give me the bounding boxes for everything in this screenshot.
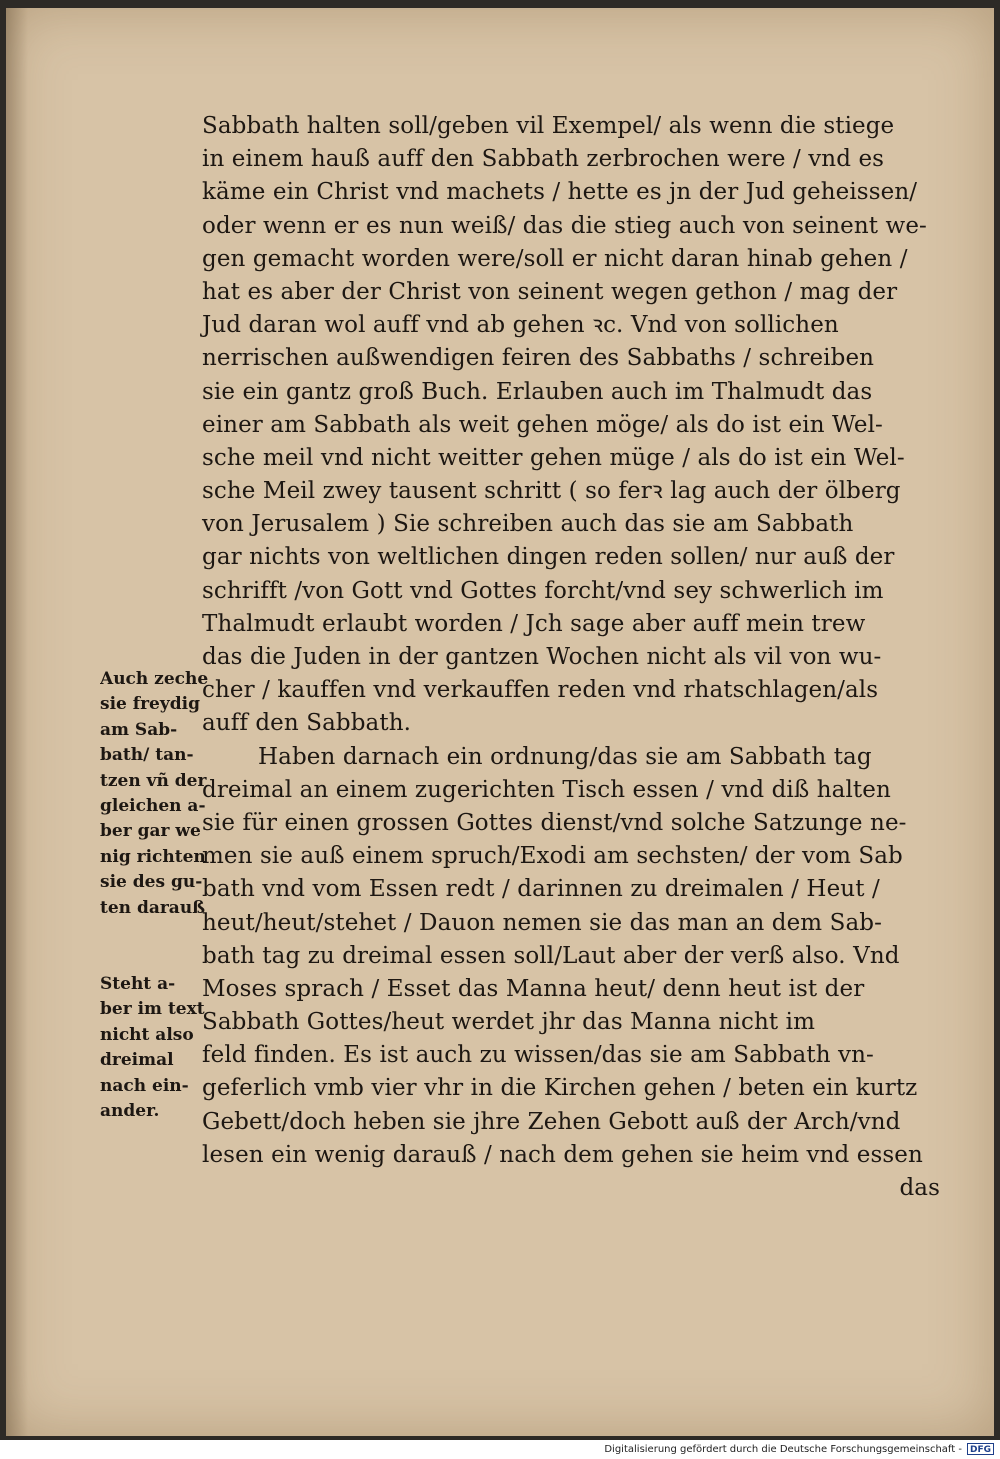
text-line: von Jerusalem ) Sie schreiben auch das sie am Sabbath [202,511,854,538]
text-line: sie für einen grossen Gottes dienst/vnd solche Satzunge ne- [202,809,907,836]
text-line: Jud daran wol auff vnd ab gehen ꝛc. Vnd von sollichen [202,312,839,339]
margin-note-line: ten darauß [100,897,206,918]
main-text-column [200,110,940,1205]
text-line: bath tag zu dreimal essen soll/Laut aber der verß also. Vnd [202,942,900,969]
text-line: schrifft /von Gott vnd Gottes forcht/vnd sey schwerlich im [202,577,884,604]
text-line: gar nichts von weltlichen dingen reden sollen/ nur auß der [202,544,895,571]
text-line: hat es aber der Christ von seinent wegen gethon / mag der [202,278,898,305]
text-line: heut/heut/stehet / Dauon nemen sie das man an dem Sab- [202,909,882,936]
margin-note-line: ander. [100,1100,160,1121]
margin-note-line: Auch zeche [100,669,209,689]
text-line: käme ein Christ vnd machets / hette es jn der Jud geheissen/ [202,179,918,206]
margin-note-line: dreimal [100,1050,174,1071]
text-line: men sie auß einem spruch/Exodi am sechsten/ der vom Sab [202,843,903,870]
text-line: nerrischen außwendigen feiren des Sabbaths / schreiben [202,345,875,372]
text-line: dreimal an einem zugerichten Tisch essen / vnd diß halten [202,776,891,803]
text-line: feld finden. Es ist auch zu wissen/das sie am Sabbath vn- [202,1042,874,1069]
margin-note-line: ber gar we [100,821,201,842]
margin-note-line: sie freydig [100,694,200,715]
margin-note-line: nach ein- [100,1075,189,1096]
margin-note-1 [100,667,220,921]
margin-note-2 [100,972,220,1124]
margin-note-line: sie des gu- [100,872,203,893]
text-line: sie ein gantz groß Buch. Erlauben auch im Thalmudt das [202,378,873,405]
margin-note-line: gleichen a- [100,795,206,816]
text-line: Gebett/doch heben sie jhre Zehen Gebott auß der Arch/vnd [202,1108,901,1135]
text-line: Haben darnach ein ordnung/das sie am Sabbath tag [258,743,872,770]
text-line: einer am Sabbath als weit gehen möge/ als do ist ein Wel- [202,411,883,438]
text-line: Thalmudt erlaubt worden / Jch sage aber auff mein trew [202,610,866,637]
text-line: gen gemacht worden were/soll er nicht daran hinab gehen / [202,245,908,272]
text-line: Sabbath halten soll/geben vil Exempel/ als wenn die stiege [202,113,895,139]
text-line: cher / kauffen vnd verkauffen reden vnd rhatschlagen/als [202,677,879,704]
margin-note-line: nicht also [100,1024,194,1045]
catchword: das [899,1175,940,1201]
text-line: das die Juden in der gantzen Wochen nicht als vil von wu- [202,644,882,670]
dfg-logo: DFG [967,1443,994,1455]
text-line: oder wenn er es nun weiß/ das die stieg auch von seinent we- [202,212,927,239]
text-line: Sabbath Gottes/heut werdet jhr das Manna nicht im [202,1009,816,1036]
margin-note-line: nig richten [100,846,206,867]
text-line: bath vnd vom Essen redt / darinnen zu dreimalen / Heut / [202,876,880,903]
text-line: sche meil vnd nicht weitter gehen müge / als do ist ein Wel- [202,444,905,471]
margin-note-line: am Sab- [100,719,178,740]
text-line: geferlich vmb vier vhr in die Kirchen gehen / beten ein kurtz [202,1075,918,1102]
margin-note-line: bath/ tan- [100,745,194,766]
digitization-footer [0,1440,1000,1459]
text-line: auff den Sabbath. [202,710,412,737]
text-line: Moses sprach / Esset das Manna heut/ denn heut ist der [202,975,865,1002]
margin-note-line: Steht a- [100,974,176,994]
footer-credit-text: Digitalisierung gefördert durch die Deutsche Forschungsgemeinschaft - [604,1444,962,1455]
margin-note-line: tzen vñ der [100,770,207,791]
text-line: lesen ein wenig darauß / nach dem gehen sie heim vnd essen [202,1141,923,1168]
margin-note-line: ber im text [100,999,205,1020]
text-line: in einem hauß auff den Sabbath zerbrochen were / vnd es [202,146,885,173]
text-line: sche Meil zwey tausent schritt ( so ferꝛ lag auch der ölberg [202,478,901,505]
